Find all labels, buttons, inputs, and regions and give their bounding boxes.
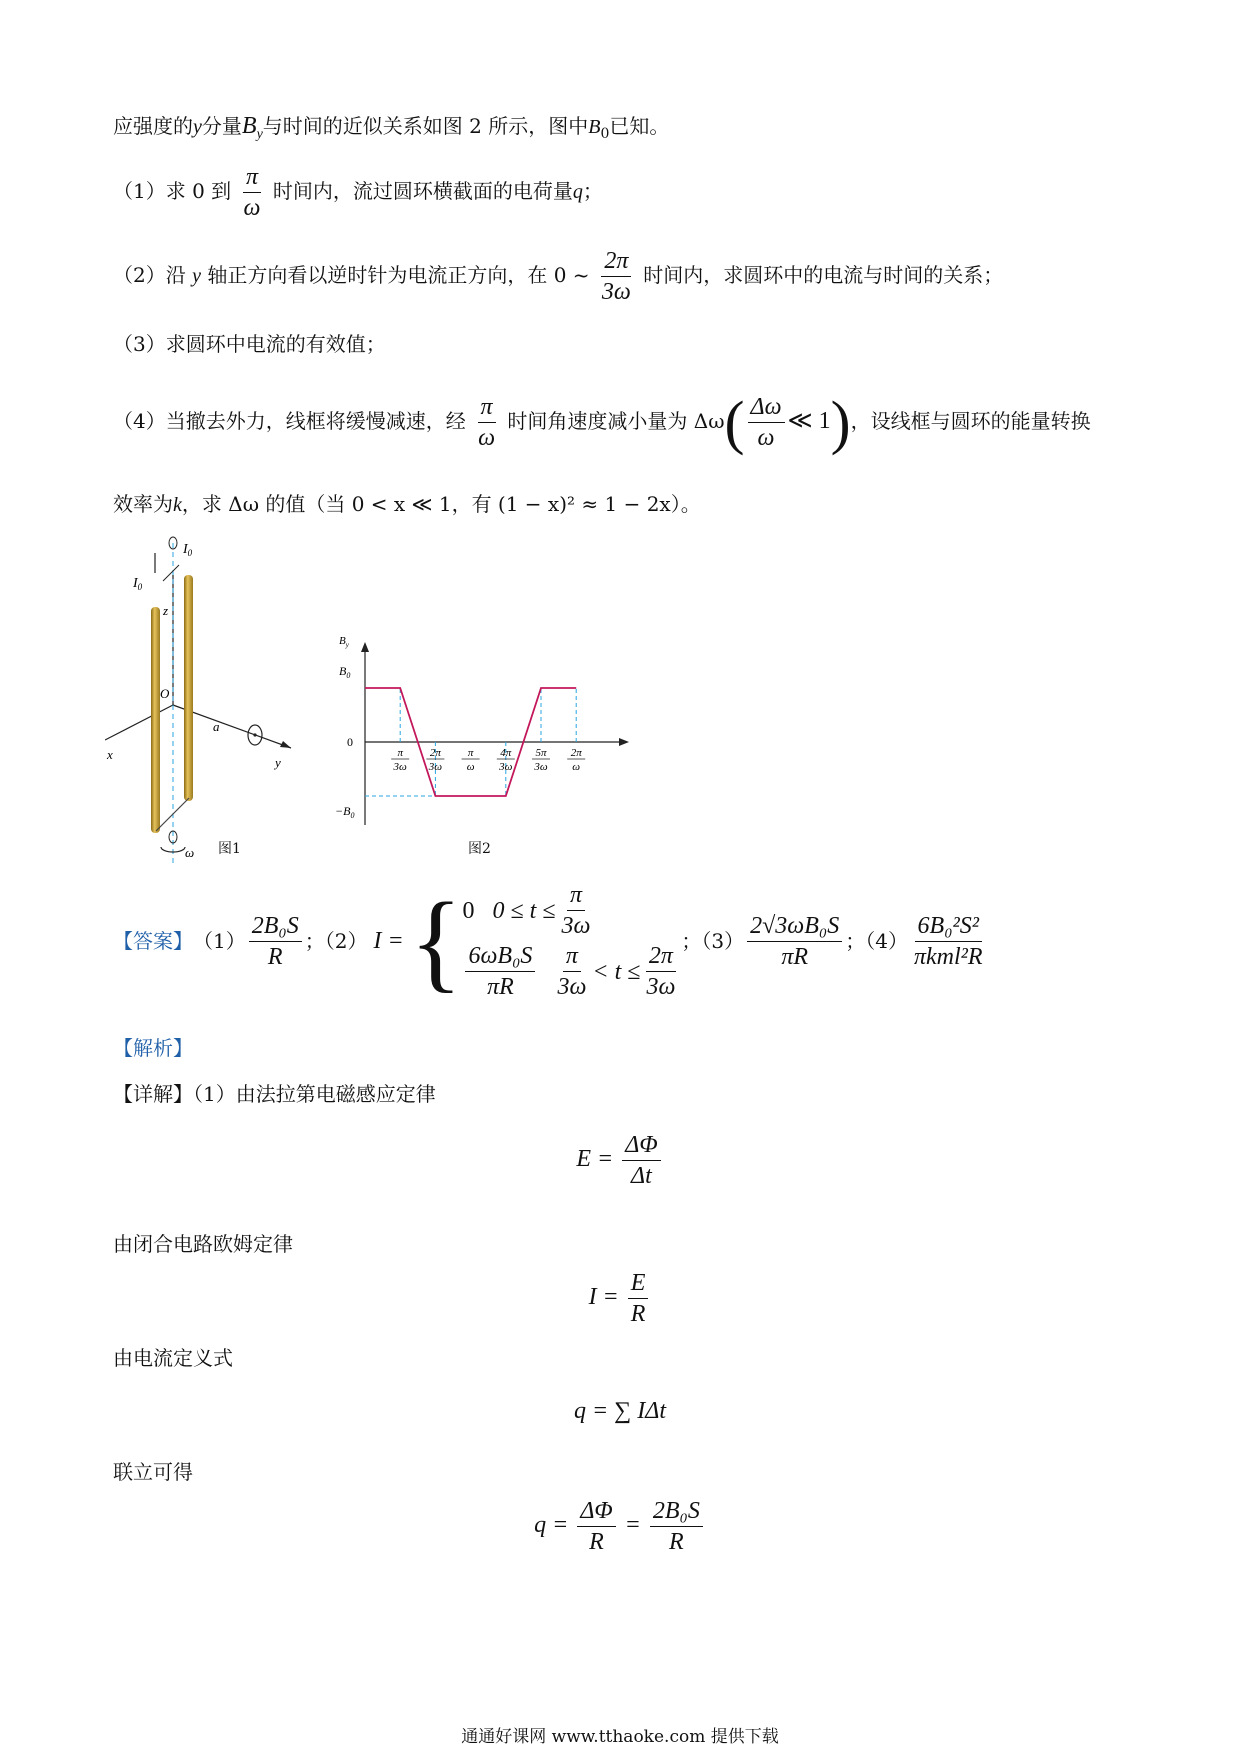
answer-p1: （1） [193,929,246,953]
eq2-den: R [630,1301,646,1327]
xtick-den: 3ω [393,761,407,773]
equation-1 [0,1130,1240,1191]
q4-inner-den: ω [757,425,775,451]
case-1 [462,880,681,941]
answer-3-num: 2√3ωB₀S [747,911,842,942]
equation-2 [0,1268,1240,1329]
eq4-num2: 2B₀S [650,1496,703,1527]
intro-by-sub: y [256,127,263,142]
eq1-lhs: E = [576,1146,614,1173]
q4-inner-rel: ≪ 1 [787,408,831,434]
chart-x-arrow [619,738,629,746]
case-2-l-num: π [563,941,581,972]
figure-2-caption: 图2 [468,841,491,857]
question-1 [113,162,603,223]
xtick-num: 5π [535,747,547,759]
q2-text1: 轴正方向看以逆时针为电流正方向，在 0 ~ [207,263,590,287]
q2-text2: 时间内，求圆环中的电流与时间的关系； [643,263,1004,287]
eq4-fraction-2 [650,1496,703,1557]
eq1-den: Δt [631,1163,652,1189]
answer-sep2: ；（3） [681,929,745,953]
label-z: z [163,603,169,618]
q4b-text2: ，求 Δω 的值（当 0 < x ≪ 1，有 (1 − x)² ≈ 1 − 2x）。 [181,492,701,516]
q3-label: （3）求圆环中电流的有效值； [113,332,386,356]
intro-by: B [241,113,257,139]
figure-2-chart [335,630,635,830]
eq4-den1: R [589,1529,604,1555]
q2-y: y [192,265,201,287]
eq4-den2: R [669,1529,684,1555]
answer-tag: 【答案】 [113,929,193,953]
eq2-lhs: I = [588,1284,619,1311]
case-2-right-fraction [643,941,678,1002]
xtick-den: ω [466,761,475,773]
answer-3-fraction [747,911,842,972]
q2-den: 3ω [601,279,631,305]
answer-3-den: πR [781,943,809,970]
eq2-num: E [628,1268,649,1299]
answer-line [113,880,989,1002]
detail-tag: 【详解】 [113,1082,193,1106]
q2-num: 2π [601,246,631,277]
xtick-den: 3ω [499,761,513,773]
case-1-fraction [559,880,594,941]
q2-fraction [599,246,634,307]
eq2-fraction [628,1268,649,1329]
label-o: O [160,686,170,701]
detail-text4: 联立可得 [113,1460,193,1484]
detail-line [113,1080,436,1108]
label-x: x [107,747,113,762]
xtick-den: ω [572,761,581,773]
q4-den: ω [478,425,496,451]
xtick-num: 2π [429,747,441,759]
intro-line [113,112,669,149]
case-1-val: 0 [462,897,475,924]
label-i0-top: $I_0$ [183,542,193,558]
eq4-equals: = [624,1512,641,1539]
q4b-k: k [173,494,182,516]
equation-4 [0,1496,1240,1557]
case-2-mid: < t ≤ [592,958,641,985]
answer-brace: { [409,880,463,1002]
ring-center [253,733,256,736]
q4-paren-left: ( [724,389,745,456]
eq4-fraction-1 [577,1496,615,1557]
q4-num: π [478,392,496,423]
q4-paren-right: ) [830,389,851,456]
case-1-den: 3ω [561,913,591,939]
case-1-cond: 0 ≤ t ≤ [492,897,556,924]
q2-label: （2）沿 [113,263,186,287]
answer-1-den: R [267,943,283,970]
question-4 [113,389,1091,456]
q4-text2: ，设线框与圆环的能量转换 [850,409,1091,433]
q4-inner-fraction [748,392,785,453]
equation-3: q = ∑ IΔt [573,1398,667,1424]
xtick-num: 2π [570,747,582,759]
case-2-left-fraction [554,941,589,1002]
case-2 [462,941,681,1002]
q4-text1: 时间角速度减小量为 Δω [507,409,725,433]
analysis-tag: 【解析】 [113,1036,193,1060]
label-a: a [213,719,220,734]
chart-y-arrow [361,642,369,652]
answer-i: I = [373,928,404,954]
intro-prefix: 应强度的 [113,114,193,138]
case-1-num: π [567,880,585,911]
intro-b0: B [588,116,601,138]
question-4-cont [113,490,701,519]
intro-after: 与时间的近似关系如图 2 所示，图中 [262,114,589,138]
y-axis-arrow [280,741,291,748]
detail-text3: 由电流定义式 [113,1346,233,1370]
current-arrow-top [163,565,179,581]
answer-sep1: ；（2） [304,929,368,953]
eq4-num1: ΔΦ [577,1496,615,1527]
q1-var: q [572,181,583,203]
case-2-den: πR [487,974,514,1000]
intro-b0-sub: 0 [600,126,610,142]
intro-mid: 分量 [201,114,242,138]
case-2-num: 6ωB₀S [465,941,535,972]
q4-fraction [475,392,498,453]
answer-sep3: ；（4） [845,929,908,953]
xtick-den: 3ω [428,761,443,773]
q4-inner-num: Δω [748,392,785,423]
case-2-l-den: 3ω [557,974,587,1000]
eq1-fraction [622,1130,660,1191]
intro-end: 已知。 [609,114,670,138]
figure-1 [105,535,315,865]
figure-1-caption: 图1 [218,841,241,857]
x-axis [105,705,173,740]
q1-den: ω [243,195,261,221]
case-2-r-den: 3ω [646,974,676,1000]
answer-cases [462,880,681,1002]
chart-ytick-top: $B_0$ [339,664,351,680]
label-i0-left: $I_0$ [133,576,143,592]
q1-fraction [241,162,264,223]
chart-ylabel: $B_y$ [339,635,349,649]
q1-num: π [243,162,261,193]
answer-1-fraction [249,911,302,972]
eq4-lhs: q = [534,1512,569,1539]
q4b-text: 效率为 [113,492,173,516]
xtick-num: 4π [500,747,512,759]
answer-1-num: 2B₀S [249,911,302,942]
label-y: y [275,755,281,770]
eq1-num: ΔΦ [622,1130,660,1161]
answer-4-den: πkml²R [913,943,983,970]
xtick-num: π [397,747,403,759]
label-omega: ω [185,845,195,860]
question-2 [113,246,1003,307]
answer-4-num: 6B₀²S² [915,911,982,942]
answer-4-fraction [911,911,986,972]
chart-ytick-bottom: $-B_0$ [335,804,355,820]
q1-text: 时间内，流过圆环横截面的电荷量 [272,179,573,203]
detail-text: （1）由法拉第电磁感应定律 [193,1082,436,1106]
q1-label: （1）求 0 到 [113,179,232,203]
rod-right [184,575,193,801]
xtick-den: 3ω [534,761,548,773]
rod-left [151,607,160,833]
q1-end: ； [582,179,603,203]
footer-text: 通通好课网 www.tthaoke.com 提供下载 [461,1727,779,1747]
intro-y: y [193,116,202,138]
chart-ytick-zero: 0 [347,735,353,749]
detail-text2: 由闭合电路欧姆定律 [113,1232,293,1256]
case-2-fraction [465,941,535,1002]
q4-label: （4）当撤去外力，线框将缓慢减速，经 [113,409,466,433]
question-3 [113,330,386,358]
case-2-r-num: 2π [646,941,676,972]
xtick-num: π [467,747,474,759]
